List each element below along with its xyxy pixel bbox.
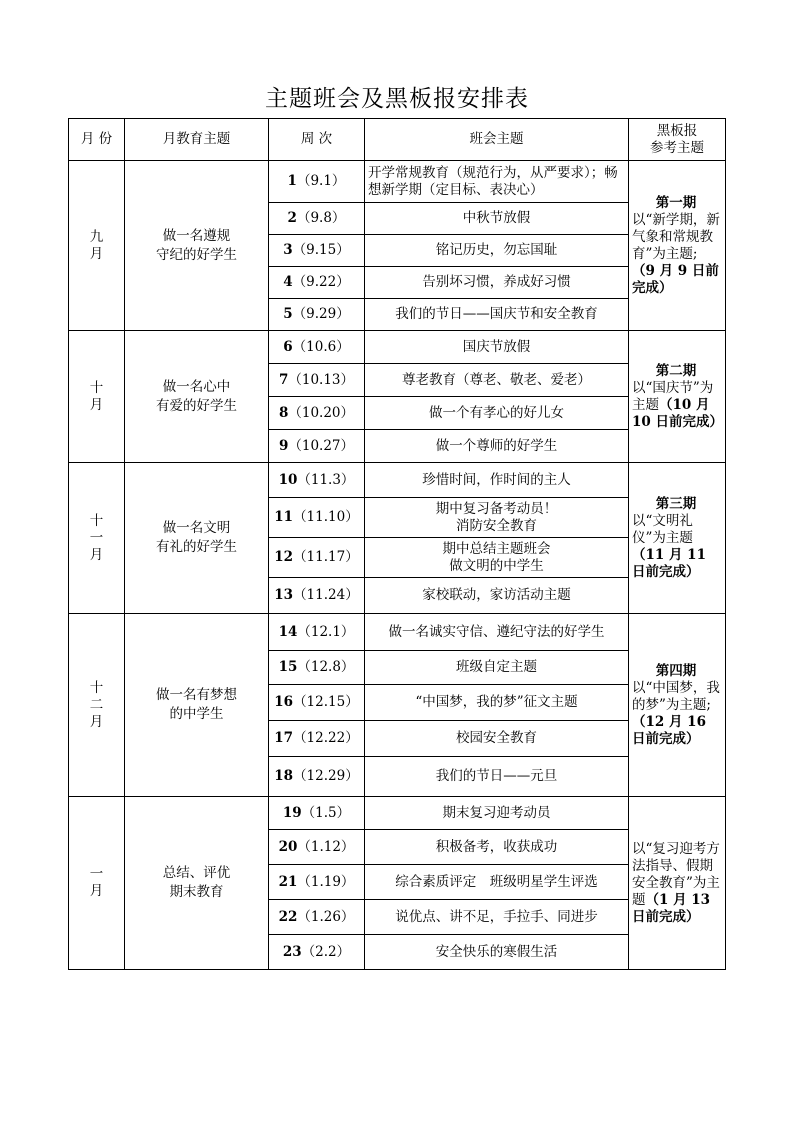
week-number: 23 — [282, 943, 302, 960]
week-cell — [269, 397, 365, 430]
blackboard-topic: 以“新学期，新气象和常规教育”为主题; — [632, 211, 720, 262]
week-date: （1.5） — [301, 804, 351, 821]
week-date: （10.20） — [288, 404, 355, 421]
week-number: 11 — [274, 509, 294, 525]
week-date: （1.19） — [297, 873, 355, 890]
meeting-topic-cell: 铭记历史，勿忘国耻 — [365, 235, 629, 267]
week-cell — [269, 430, 365, 463]
week-date: （12.8） — [297, 659, 355, 675]
week-date: （12.1） — [297, 623, 355, 640]
month-cell: 十 二 月 — [69, 614, 125, 797]
blackboard-deadline: （12 月 16 日前完成） — [632, 713, 706, 747]
meeting-topic-cell: 安全快乐的寒假生活 — [365, 935, 629, 970]
week-date: （12.29） — [293, 768, 359, 784]
week-date: （11.17） — [293, 549, 359, 565]
meeting-topic-cell: 说优点、讲不足，手拉手、同进步 — [365, 900, 629, 935]
week-cell — [269, 498, 365, 538]
week-number: 17 — [274, 730, 294, 746]
week-cell — [269, 830, 365, 865]
week-cell — [269, 685, 365, 721]
week-number: 21 — [278, 873, 298, 890]
week-date: （9.1） — [296, 173, 346, 189]
week-number: 13 — [274, 587, 294, 603]
blackboard-topic: 以“国庆节”为主题 — [632, 379, 714, 413]
blackboard-topic: 以“中国梦，我的梦”为主题; — [632, 679, 720, 713]
blackboard-topic: 以“复习迎考方法指导、假期安全教育”为主题 — [632, 840, 720, 908]
meeting-topic-cell: 综合素质评定 班级明星学生评选 — [365, 865, 629, 900]
month-cell: 一 月 — [69, 797, 125, 970]
meeting-topic-cell: 国庆节放假 — [365, 331, 629, 364]
blackboard-issue: 第一期 — [655, 194, 697, 211]
week-cell — [269, 900, 365, 935]
page-title: 主题班会及黑板报安排表 — [265, 86, 529, 112]
week-cell — [269, 614, 365, 651]
meeting-topic-cell: 班级自定主题 — [365, 651, 629, 685]
month-theme-cell: 做一名有梦想 的中学生 — [125, 614, 269, 797]
blackboard-theme-cell — [629, 161, 726, 331]
week-number: 3 — [283, 242, 293, 258]
week-date: （11.3） — [297, 471, 355, 488]
week-cell — [269, 331, 365, 364]
month-theme-cell: 做一名心中 有爱的好学生 — [125, 331, 269, 463]
meeting-topic-cell: 珍惜时间，作时间的主人 — [365, 463, 629, 498]
week-cell — [269, 721, 365, 757]
blackboard-theme-cell — [629, 614, 726, 797]
header-meeting: 班会主题 — [365, 119, 629, 161]
week-cell — [269, 203, 365, 235]
meeting-topic-cell: 做一个有孝心的好儿女 — [365, 397, 629, 430]
week-number: 22 — [278, 908, 298, 925]
meeting-topic-cell: 中秋节放假 — [365, 203, 629, 235]
blackboard-deadline: （10 月 10 日前完成） — [632, 396, 723, 430]
week-cell — [269, 299, 365, 331]
meeting-topic-cell: 积极备考，收获成功 — [365, 830, 629, 865]
meeting-topic-cell: 我们的节日——元旦 — [365, 757, 629, 797]
table-row — [69, 331, 726, 364]
meeting-topic-cell: 家校联动，家访活动主题 — [365, 578, 629, 614]
week-cell — [269, 463, 365, 498]
month-cell: 十 一 月 — [69, 463, 125, 614]
table-row — [69, 161, 726, 203]
table-row — [69, 463, 726, 498]
week-date: （12.22） — [293, 730, 359, 746]
header-theme: 月教育主题 — [125, 119, 269, 161]
week-date: （9.22） — [292, 274, 350, 290]
week-date: （10.6） — [292, 338, 350, 355]
header-board: 黑板报 参考主题 — [629, 119, 726, 161]
meeting-topic-cell: 期末复习迎考动员 — [365, 797, 629, 830]
week-date: （1.26） — [297, 908, 355, 925]
blackboard-theme-cell — [629, 463, 726, 614]
header-row — [69, 119, 726, 161]
meeting-topic-cell: 尊老教育（尊老、敬老、爱老） — [365, 364, 629, 397]
week-number: 16 — [274, 694, 294, 710]
week-cell — [269, 865, 365, 900]
week-number: 4 — [283, 274, 293, 290]
blackboard-theme-cell — [629, 797, 726, 970]
meeting-topic-cell: 开学常规教育（规范行为，从严要求）；畅想新学期（定目标、表决心） — [365, 161, 629, 203]
week-date: （11.10） — [293, 509, 359, 525]
week-number: 6 — [283, 338, 293, 355]
week-number: 19 — [282, 804, 302, 821]
blackboard-deadline: （1 月 13 日前完成） — [632, 891, 711, 925]
week-number: 8 — [278, 404, 289, 421]
week-number: 5 — [283, 306, 293, 322]
week-cell — [269, 578, 365, 614]
week-cell — [269, 757, 365, 797]
meeting-topic-cell: 我们的节日——国庆节和安全教育 — [365, 299, 629, 331]
week-number: 18 — [274, 768, 294, 784]
week-number: 12 — [274, 549, 294, 565]
meeting-topic-cell: 期中复习备考动员！ 消防安全教育 — [365, 498, 629, 538]
week-number: 7 — [278, 371, 289, 388]
month-theme-cell: 做一名文明 有礼的好学生 — [125, 463, 269, 614]
blackboard-issue: 第四期 — [655, 662, 697, 679]
week-date: （2.2） — [301, 943, 351, 960]
blackboard-topic: 以“文明礼仪”为主题 — [632, 512, 693, 546]
meeting-topic-cell: “中国梦，我的梦”征文主题 — [365, 685, 629, 721]
month-cell: 九 月 — [69, 161, 125, 331]
week-date: （9.15） — [292, 242, 350, 258]
month-theme-cell: 总结、评优 期末教育 — [125, 797, 269, 970]
week-cell — [269, 235, 365, 267]
week-date: （9.29） — [292, 306, 350, 322]
week-cell — [269, 651, 365, 685]
week-cell — [269, 267, 365, 299]
week-date: （1.12） — [297, 838, 355, 855]
header-month: 月 份 — [69, 119, 125, 161]
week-cell — [269, 538, 365, 578]
week-number: 9 — [278, 437, 289, 454]
schedule-body — [69, 161, 726, 970]
meeting-topic-cell: 告别坏习惯，养成好习惯 — [365, 267, 629, 299]
meeting-topic-cell: 期中总结主题班会 做文明的中学生 — [365, 538, 629, 578]
table-row — [69, 797, 726, 830]
week-number: 14 — [278, 623, 298, 640]
week-number: 15 — [278, 659, 298, 675]
week-number: 1 — [287, 173, 297, 189]
blackboard-issue: 第三期 — [655, 495, 697, 512]
blackboard-deadline: （9 月 9 日前完成） — [632, 262, 719, 296]
week-cell — [269, 935, 365, 970]
week-cell — [269, 797, 365, 830]
blackboard-deadline: （11 月 11 日前完成） — [632, 546, 706, 580]
meeting-topic-cell: 校园安全教育 — [365, 721, 629, 757]
table-row — [69, 614, 726, 651]
month-cell: 十 月 — [69, 331, 125, 463]
week-number: 10 — [278, 471, 298, 488]
schedule-table — [68, 118, 726, 970]
week-date: （12.15） — [293, 694, 359, 710]
week-number: 20 — [278, 838, 298, 855]
week-number: 2 — [287, 210, 297, 226]
week-date: （9.8） — [296, 210, 346, 226]
header-week: 周 次 — [269, 119, 365, 161]
meeting-topic-cell: 做一个尊师的好学生 — [365, 430, 629, 463]
week-cell — [269, 161, 365, 203]
week-date: （11.24） — [293, 587, 359, 603]
week-date: （10.13） — [288, 371, 355, 388]
week-cell — [269, 364, 365, 397]
blackboard-theme-cell — [629, 331, 726, 463]
meeting-topic-cell: 做一名诚实守信、遵纪守法的好学生 — [365, 614, 629, 651]
week-date: （10.27） — [288, 437, 355, 454]
blackboard-issue: 第二期 — [655, 362, 697, 379]
month-theme-cell: 做一名遵规 守纪的好学生 — [125, 161, 269, 331]
